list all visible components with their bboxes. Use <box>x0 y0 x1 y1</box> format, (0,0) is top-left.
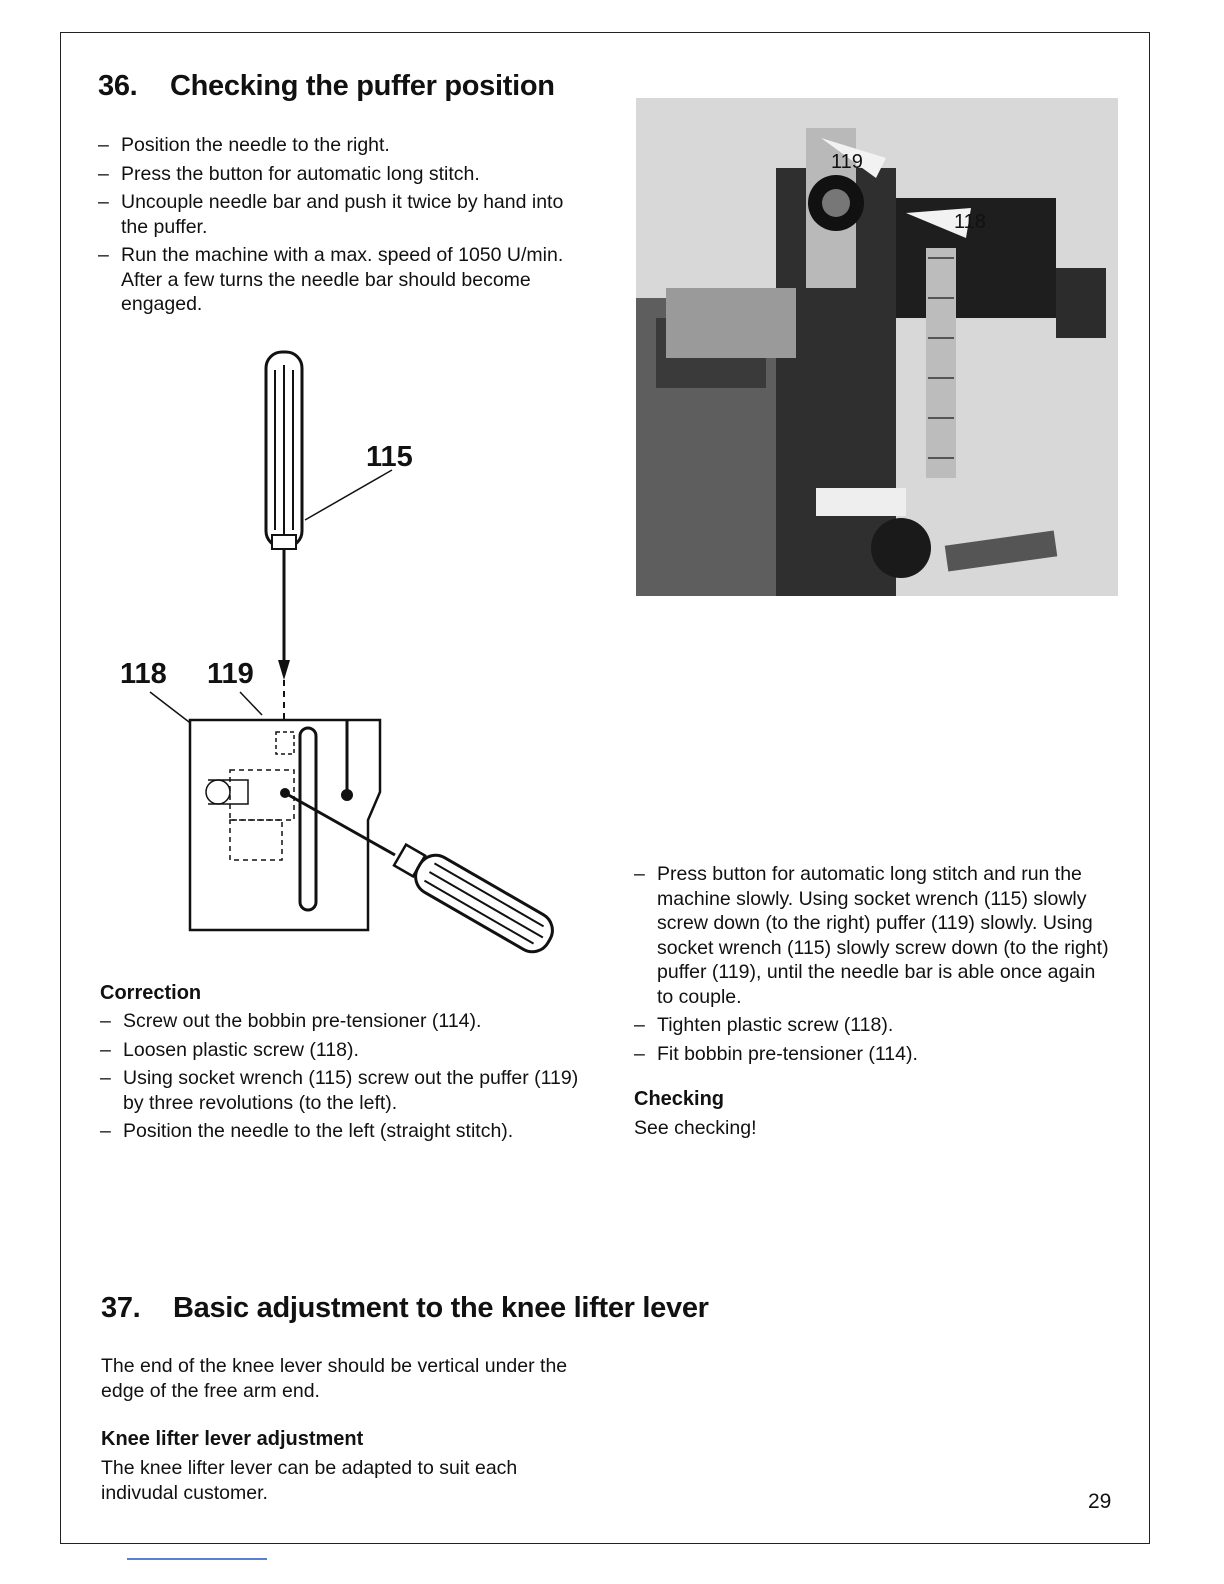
list-item: – Tighten plastic screw (118). <box>634 1013 1114 1038</box>
list-item: – Uncouple needle bar and push it twice by hand into the puffer. <box>98 190 578 239</box>
list-item: – Position the needle to the left (straight stitch). <box>100 1119 590 1144</box>
section-37-intro: The end of the knee lever should be vertical under the edge of the free arm end. <box>101 1355 568 1402</box>
photo-callout-119: 119 <box>831 151 863 173</box>
section-36-title: Checking the puffer position <box>170 70 555 102</box>
correction-steps <box>100 1009 590 1148</box>
knee-lifter-text: The knee lifter lever can be adapted to suit each indivudal customer. <box>101 1457 518 1504</box>
list-item: – Run the machine with a max. speed of 1050 U/min. After a few turns the needle bar should become engaged. <box>98 243 578 317</box>
correction-heading: Correction <box>100 982 202 1004</box>
right-column-steps <box>634 862 1114 1070</box>
list-item: – Press the button for automatic long stitch. <box>98 162 578 187</box>
adjustment-diagram-drawing <box>100 340 580 980</box>
knee-lifter-heading: Knee lifter lever adjustment <box>101 1428 364 1450</box>
list-item: – Screw out the bobbin pre-tensioner (114). <box>100 1009 590 1034</box>
diagram-label-119: 119 <box>207 658 254 690</box>
list-item: – Position the needle to the right. <box>98 133 578 158</box>
diagram-label-118: 118 <box>120 658 167 690</box>
list-item: – Loosen plastic screw (118). <box>100 1038 590 1063</box>
machine-photo <box>636 98 1118 596</box>
section-37-heading <box>101 1292 709 1325</box>
link-underline <box>127 1558 267 1560</box>
page-number: 29 <box>1088 1490 1112 1513</box>
section-37-number: 37. <box>101 1292 141 1324</box>
photo-callout-118: 118 <box>954 211 986 233</box>
section-36-heading <box>98 70 555 103</box>
diagram-label-115: 115 <box>366 441 413 473</box>
section-37-title: Basic adjustment to the knee lifter lever <box>173 1292 709 1324</box>
adjustment-diagram <box>100 340 580 980</box>
list-item: – Using socket wrench (115) screw out the puffer (119) by three revolutions (to the left). <box>100 1066 590 1115</box>
section-36-number: 36. <box>98 70 138 102</box>
list-item: – Fit bobbin pre-tensioner (114). <box>634 1042 1114 1067</box>
list-item: – Press button for automatic long stitch and run the machine slowly. Using socket wrench (115) slowly screw down (to the right) puffer (119) slowly. Using socket wrench (115) slowly screw down (to the right) puffer (119), until the needle bar is able once again to couple. <box>634 862 1114 1009</box>
checking-text: See checking! <box>634 1117 757 1139</box>
checking-heading: Checking <box>634 1088 725 1110</box>
machine-photo-drawing <box>636 98 1118 596</box>
section-36-steps <box>98 133 578 321</box>
